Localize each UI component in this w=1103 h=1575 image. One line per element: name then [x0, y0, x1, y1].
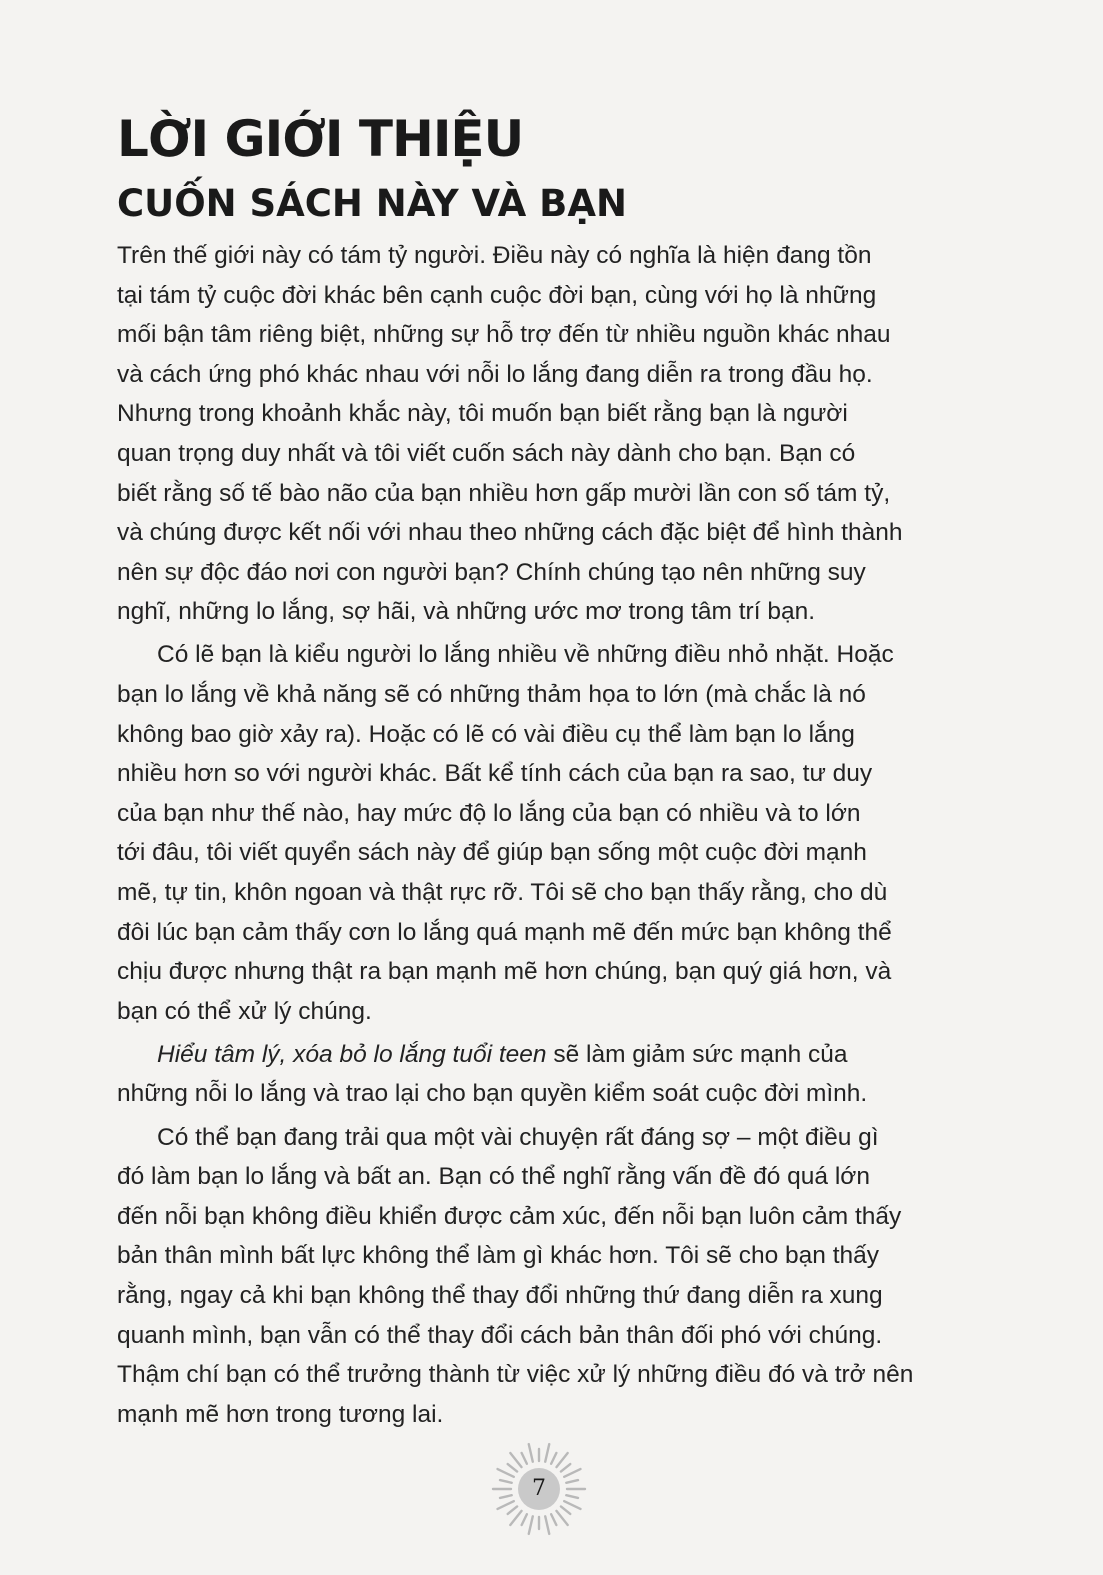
text-line: chịu được nhưng thật ra bạn mạnh mẽ hơn chúng, bạn quý giá hơn, và	[117, 958, 892, 986]
paragraph-4	[117, 1118, 1017, 1435]
text-line: Có lẽ bạn là kiểu người lo lắng nhiều về những điều nhỏ nhặt. Hoặc	[157, 641, 894, 669]
text-line: Nhưng trong khoảnh khắc này, tôi muốn bạn biết rằng bạn là người	[117, 400, 848, 428]
text-line: quanh mình, bạn vẫn có thể thay đổi cách bản thân đối phó với chúng.	[117, 1321, 883, 1349]
text-fragment: sẽ làm giảm sức mạnh của	[546, 1040, 848, 1068]
text-line: Thậm chí bạn có thể trưởng thành từ việc xử lý những điều đó và trở nên	[117, 1361, 914, 1389]
text-line: nhiều hơn so với người khác. Bất kể tính cách của bạn ra sao, tư duy	[117, 760, 873, 788]
paragraph-1	[117, 236, 1017, 632]
paragraph-2	[117, 635, 1017, 1031]
chapter-title: LỜI GIỚI THIỆU	[117, 110, 524, 168]
section-subtitle: CUỐN SÁCH NÀY VÀ BẠN	[117, 182, 627, 225]
text-line: những nỗi lo lắng và trao lại cho bạn quyền kiểm soát cuộc đời mình.	[117, 1080, 868, 1108]
text-line: Trên thế giới này có tám tỷ người. Điều này có nghĩa là hiện đang tồn	[117, 242, 872, 269]
page-number-badge	[489, 1439, 589, 1539]
text-line: bản thân mình bất lực không thể làm gì khác hơn. Tôi sẽ cho bạn thấy	[117, 1242, 880, 1270]
text-line: và chúng được kết nối với nhau theo những cách đặc biệt để hình thành	[117, 519, 903, 547]
paragraph-3	[117, 1035, 1017, 1114]
text-line: nên sự độc đáo nơi con người bạn? Chính chúng tạo nên những suy	[117, 558, 866, 586]
text-line: của bạn như thế nào, hay mức độ lo lắng của bạn có nhiều và to lớn	[117, 799, 861, 827]
text-line	[117, 1035, 1017, 1075]
text-line: bạn có thể xử lý chúng.	[117, 997, 372, 1025]
text-line: tại tám tỷ cuộc đời khác bên cạnh cuộc đời bạn, cùng với họ là những	[117, 281, 877, 309]
text-line: đến nỗi bạn không điều khiển được cảm xúc, đến nỗi bạn luôn cảm thấy	[117, 1202, 902, 1230]
text-line: mối bận tâm riêng biệt, những sự hỗ trợ đến từ nhiều nguồn khác nhau	[117, 321, 891, 349]
body-text	[117, 236, 1017, 1434]
text-line: Có thể bạn đang trải qua một vài chuyện rất đáng sợ – một điều gì	[157, 1123, 879, 1151]
text-line: tới đâu, tôi viết quyển sách này để giúp bạn sống một cuộc đời mạnh	[117, 839, 867, 867]
text-line: mẽ, tự tin, khôn ngoan và thật rực rỡ. Tôi sẽ cho bạn thấy rằng, cho dù	[117, 879, 888, 906]
text-line: không bao giờ xảy ra). Hoặc có lẽ có vài điều cụ thể làm bạn lo lắng	[117, 720, 855, 748]
text-line: quan trọng duy nhất và tôi viết cuốn sách này dành cho bạn. Bạn có	[117, 439, 856, 467]
text-line: nghĩ, những lo lắng, sợ hãi, và những ước mơ trong tâm trí bạn.	[117, 598, 816, 626]
text-line: mạnh mẽ hơn trong tương lai.	[117, 1400, 444, 1428]
book-title-italic: Hiểu tâm lý, xóa bỏ lo lắng tuổi teen	[157, 1040, 547, 1068]
text-line: và cách ứng phó khác nhau với nỗi lo lắng đang diễn ra trong đầu họ.	[117, 360, 873, 388]
text-line: đôi lúc bạn cảm thấy cơn lo lắng quá mạnh mẽ đến mức bạn không thể	[117, 918, 892, 946]
page-number: 7	[532, 1476, 546, 1501]
text-line: bạn lo lắng về khả năng sẽ có những thảm họa to lớn (mà chắc là nó	[117, 681, 866, 709]
text-line: rằng, ngay cả khi bạn không thể thay đổi những thứ đang diễn ra xung	[117, 1281, 883, 1309]
text-line: biết rằng số tế bào não của bạn nhiều hơn gấp mười lần con số tám tỷ,	[117, 479, 891, 507]
text-line: đó làm bạn lo lắng và bất an. Bạn có thể nghĩ rằng vấn đề đó quá lớn	[117, 1163, 870, 1191]
